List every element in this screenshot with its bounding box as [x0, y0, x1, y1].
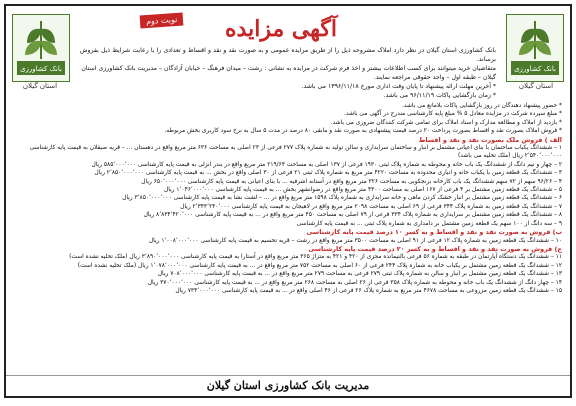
condition-line: * بازدید از املاک و مطالعه مدارک و اسناد املاک برای تمامی شرکت کنندگان ضروری می باشد.	[330, 119, 562, 126]
list-item: ۷ – ششدانگ یک قطعه زمین به شماره پلاک ۳۴۴ فرعی از ۶۹ اصلی به مساحت ۲۰۹۸ متر مربع واقع در لاهیجان به قیمت پایه کارشناسی ۲٬۳۴۳٬۲۴۰٬۰۰۰ ریال	[180, 203, 562, 210]
list-item: ۱۱ – ششدانگ یک دستگاه آپارتمان در طبقه به شماره ۵۶ فرعی بالنیمانده مجزی از ۴۲۰ و ۴۲۱ به متراژ ۳۶۵ متر مربع واقع در آستارا به قیمت پایه کارشناسی ۳٬۸۹۰٬۰۰۰٬۰۰۰ ریال (ملک تخلیه نشده است)	[69, 254, 562, 261]
intro-line: * آخرین مهلت ارائه پیشنهاد تا پایان وقت اداری مورخ ۱۳۹۶/۱۱/۱۸ می باشد.	[301, 83, 496, 90]
section-heading: ج) فروش به صورت نقد و نقد و اقساط و به کسر ۲۰ درصد قیمت پایه کارشناسی	[308, 244, 562, 253]
list-item: ۵ – ششدانگ یک قطعه زمین مشتمل بر ۴ فرعی از ۱۶۷ اصلی به مساحت ۴۳۰۰ متر مربع واقع در رضوانشهر بخش ... به قیمت پایه کارشناسی ۱٬۰۴۶٬۰۰۰٬۰۰۰ ریال	[163, 187, 562, 194]
ad-footer	[6, 375, 570, 396]
logo-text: بانک کشاورزی	[20, 65, 62, 73]
intro-line: گیلان – طبقه اول – واحد حقوقی مراجعه نمایند.	[373, 74, 496, 81]
list-item: ۳ – ششدانگ یک قطعه زمین با یکباب خانه و انباری محدوده به مساحت ۴۲۲۰ متر مربع به شماره پلاک ثبتی ۲۱ فرعی از ۳۰ اصلی واقع در بخش ... به قیمت پایه کارشناسی ۲٬۸۵۰٬۰۰۰٬۰۰۰ ریال	[94, 170, 562, 177]
list-item: ۱۵ – ششدانگ یک قطعه زمین مزروعی به مساحت ۴۶۷۸ متر مربع به شماره پلاک ۲۶ فرعی از ۴۶ اصلی واقع در ... به قیمت پایه کارشناسی ۷۳۴٬۰۰۰٬۰۰۰ ریال	[175, 287, 562, 294]
page-title: آگهی مزایده	[225, 16, 337, 42]
round-badge: نوبت دوم	[140, 13, 184, 29]
section-heading: ب) فروش به صورت نقد و نقد و اقساط و به کسر ۱۰ درصد قیمت پایه کارشناسی	[306, 228, 562, 237]
ad-page	[4, 4, 572, 398]
bank-logo-right	[506, 14, 564, 82]
list-item: ۱۰ – ششدانگ یک قطعه زمین به شماره پلاک ۱۲ فرعی از ۹۱ اصلی به مساحت ۳۵۰۰ متر مربع واقع در رشت – قریه تخسیم به قیمت پایه کارشناسی ۱٬۰۰۸٬۰۰۰٬۰۰۰ ریال	[148, 237, 562, 244]
intro-text	[80, 46, 496, 100]
list-item: ۸ – ششدانگ یک قطعه زمین مشتمل بر سرایداری به شماره پلاک ۳۳۴ فرعی از ۷۹ اصلی به مساحت ۴۵۰ متر مربع واقع در ... به قیمت پایه کارشناسی ۸٬۸۳۴٬۴۲۰٬۰۰۰ ریال	[143, 212, 562, 219]
ad-body	[6, 102, 570, 295]
footer-signature: مدیریت بانک کشاورزی استان گیلان	[206, 379, 370, 392]
section-heading: الف ) فروش ملک بصورت نقد و نقد و اقساط	[418, 135, 562, 144]
list-item: ۱۲ – ششدانگ یک قطعه زمین مشتمل بر یکباب خانه به شماره پلاک ۲۴۴ فرعی از ۶۰ اصلی به مساحت ۷۵۲ متر مربع واقع در ... به قیمت پایه کارشناسی ۱٬۰۷۸٬۰۰۰٬۰۰۰ ریال (ملک تخلیه نشده است)	[77, 262, 562, 269]
condition-line: * مبلغ سپرده شرکت در مزایده معادل ۵ % مبلغ پایه کارشناسی مندرج در آگهی می باشد.	[344, 111, 562, 118]
condition-line: * فروش املاک بصورت نقد و اقساط بصورت پرداخت ۲۰ درصد قیمت پیشنهادی به صورت نقد و مابقی ۸۰ درصد در مدت ۵ سال به نرخ سود کاربری بخش مربوطه.	[164, 128, 562, 135]
ad-header	[6, 6, 570, 102]
intro-line: بانک کشاورزی استان گیلان در نظر دارد املاک مشروحه ذیل را از طریق مزایده عمومی و به صورت نقد و نقد و اقساط و تعدادی را با رعایت شرایط ذیل بفروش برساند.	[80, 47, 496, 63]
condition-line: * حضور پیشنهاد دهندگان در روز بازگشایی پاکات بلامانع می باشد.	[402, 103, 562, 109]
list-item: ۶ – ششدانگ یک قطعه زمین مشتمل بر انبار خشک کردن ماهی و خانه سرایداری به شماره پلاک ۱۵۹۸ متر مربع واقع در ... – لشت نشا به قیمت پایه کارشناسی ۳٬۸۵۰٬۰۰۰٬۰۰۰ ریال	[122, 195, 562, 202]
logo-text: بانک کشاورزی	[514, 65, 556, 73]
list-item: ۲ – چهار و نیم دانگ از ششدانگ یک باب خانه و محوطه به شماره پلاک ثبتی ۱۹۳۰ فرعی از ۱۳۷ اصلی به مساحت ۲۱۹/۶۴ متر مربع واقع در بندر انزلی به قیمت پایه کارشناسی ۵۸۵٬۰۰۰٬۰۰۰ ریال	[91, 161, 562, 168]
list-item: ۴ – ۹۶/۲۶ سهم از ۷۲ سهم ششدانگ یک باب کارخانه برنجکوبی به مساحت ۳۲۶ متر مربع واقع در آستانه اشرفیه ... با بنای اعیانی به قیمت پایه کارشناسی ۶۵۰٬۰۰۰٬۰۰۰ ریال	[141, 178, 562, 185]
list-item: ۱۴ – چهار دانگ از ششدانگ یک باب خانه و محوطه به شماره پلاک ۳۵۸ فرعی از ۲۶ اصلی به مساحت ۲۶۸ متر مربع واقع در ... به قیمت پایه کارشناسی ۳۷۰٬۰۰۰٬۰۰۰ ریال	[147, 279, 562, 286]
bank-logo-left	[12, 14, 70, 82]
intro-line: متقاضیان خرید میتوانند برای کسب اطلاعات بیشتر و اخذ فرم شرکت در مزایده به نشانی : رشت – میدان فرهنگ – خیابان آزادگان – مدیریت بانک کشاورزی استان	[81, 65, 496, 72]
logo-caption-left: استان گیلان	[22, 82, 58, 90]
list-item: ۱ – ششدانگ یکباب ساختمان با بنای اعیانی مشتمل بر انبار و ساختمان سرایداری و سالن تولید به شماره پلاک ۲۷۷ فرعی از ۲۳ اصلی به مساحت ۶۳۶ متر مربع واقع در دهستان ... – قریه صیقلان به قیمت پایه کارشناسی ۲٬۵۴۰٬۰۰۰٬۰۰۰ ریال (ملک تخلیه می باشد)	[29, 145, 562, 160]
list-item: ۱۳ – ششدانگ یک قطعه زمین مشتمل بر انبار و سالن به شماره پلاک ثبتی ۲۷۹ فرعی به مساحت ۲۷۹ متر مربع واقع در ... به قیمت پایه کارشناسی ۷۰۸٬۰۰۰٬۰۰۰ ریال	[157, 271, 562, 278]
intro-line: * زمان بازگشایی پاکات ۹۶/۱۱/۱۹ می باشد.	[383, 92, 496, 99]
wheat-logo-icon	[507, 15, 563, 81]
list-item: ۹ – سه دانگ از ۱۰۰ سهم یک قطعه زمین مشتمل بر دامداری به شماره پلاک ثبتی ... به قیمت پایه کارشناسی	[296, 220, 562, 227]
wheat-logo-icon	[13, 15, 69, 81]
logo-caption-right: استان گیلان	[518, 82, 554, 90]
title-box	[206, 16, 356, 42]
